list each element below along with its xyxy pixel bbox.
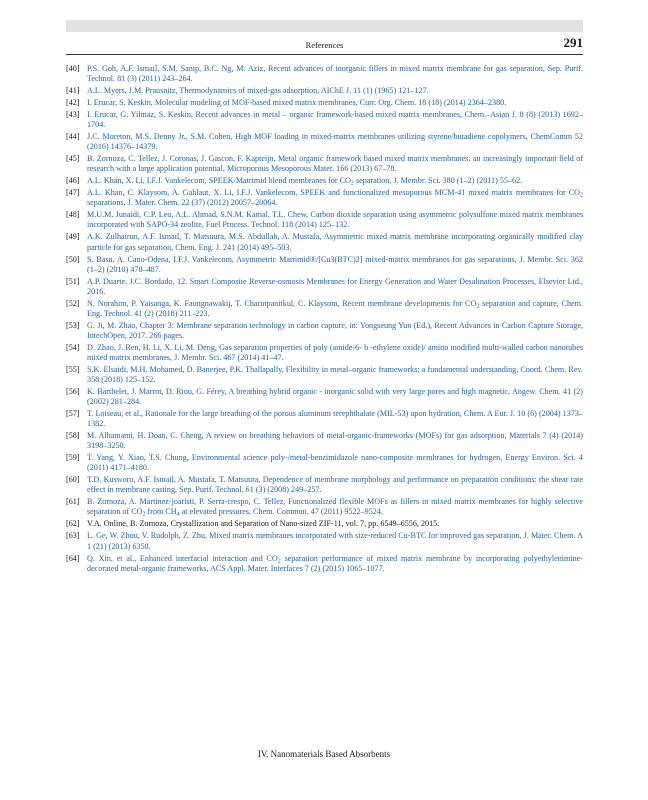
reference-text[interactable]: K. Barthelet, J. Marrot, D. Riou, G. Férey, A breathing hybrid organic - inorganic solid with very large pores and high magnetic, Angew. Chem. 41 (2) (2002) 281–284. [87, 386, 583, 407]
reference-number: [48] [66, 210, 80, 220]
reference-text-part: Q. Xin, et al., Enhanced interfacial interaction and CO [87, 553, 278, 563]
reference-item [66, 531, 583, 551]
reference-text[interactable]: B. Zornoza, C. Tellez, J. Coronas, J. Gascon, F. Kapteijn, Metal organic framework based mixed matrix membranes: an increasingly important field of research with a large application potential, Microporous Mesoporous Mater. 166 (2013) 67–78. [87, 154, 583, 174]
reference-text[interactable] [87, 176, 583, 186]
reference-number: [64] [66, 553, 80, 563]
reference-item [66, 277, 583, 297]
reference-text[interactable]: P.S. Goh, A.F. Ismail, S.M. Sanip, B.C. Ng, M. Aziz, Recent advances of inorganic fillers in mixed matrix membrane for gas separation, Sep. Purif. Technol. 81 (3) (2011) 243–264. [87, 64, 583, 84]
reference-number: [47] [66, 188, 80, 198]
running-footer: IV. Nanomaterials Based Absorbents [257, 749, 391, 759]
reference-item [66, 255, 583, 275]
reference-number: [40] [66, 64, 80, 73]
reference-text[interactable]: T. Yang, Y. Xiao, T.S. Chung, Environmental science poly-/metal-benzimidazole nano-composite membranes for hydrogen, Energy Environ. Sci. 4 (2011) 4171–4180. [87, 453, 583, 473]
reference-number: [53] [66, 320, 80, 330]
reference-text[interactable]: T.D. Kusworo, A.F. Ismail, A. Mustafa, T. Matsuura, Dependence of membrane morphology and performance on preparation conditions: the shear rate effect in membrane casting, Sep. Purif. Technol. 61 (3) (2008) 249–257. [87, 475, 583, 495]
reference-text[interactable]: M. Alhamami, H. Doan, C. Cheng, A review on breathing behaviors of metal-organic-frameworks (MOFs) for gas adsorption, Materials 7 (4) (2014) 3198–3250. [87, 431, 583, 451]
reference-number: [63] [66, 531, 80, 541]
reference-item [66, 409, 583, 429]
reference-number: [51] [66, 276, 80, 286]
reference-text-part: from CH [145, 507, 177, 517]
reference-number: [55] [66, 364, 80, 374]
reference-item [66, 188, 583, 208]
reference-text[interactable]: L. Ge, W. Zhou, V. Rudolph, Z. Zhu, Mixed matrix membranes incorporated with size-reduced Cu-BTC for improved gas separation, J. Mater. Chem. A 1 (21) (2013) 6350. [87, 531, 583, 551]
reference-text[interactable]: A.K. Zulhairun, A.F. Ismail, T. Matsuura, M.S. Abdullah, A. Mustafa, Asymmetric mixed matrix membrane incorporating organically modified clay particle for gas separation, Chem. Eng. J. 241 (2014) 495–503. [87, 232, 583, 252]
reference-item [66, 431, 583, 451]
reference-item [66, 232, 583, 252]
reference-item [66, 321, 583, 341]
reference-text-part: at elevated pressures, Chem. Commun. 47 (2011) 9522–9524. [179, 507, 383, 517]
reference-item [66, 154, 583, 174]
reference-text-part: A.L. Khan, C. Klaysom, A. Gahlaut, X. Li, I.F.J. Vankelecom, SPEEK and functionalized mesoporous MCM-41 mixed matrix membranes for CO [87, 188, 580, 198]
subscript: 2 [350, 180, 354, 187]
reference-number: [56] [66, 386, 80, 396]
reference-text[interactable] [87, 188, 583, 208]
reference-number: [60] [66, 475, 80, 485]
running-header [66, 36, 583, 55]
reference-item [66, 86, 583, 96]
reference-number: [42] [66, 98, 80, 108]
page-number: 291 [563, 35, 583, 50]
reference-number: [45] [66, 154, 80, 164]
subscript: 2 [277, 558, 281, 564]
reference-text-part: separation performance of mixed matrix membrane by incorporating polyethylenimine-decorated metal-organic frameworks, ACS Appl. Mater. Interfaces 7 (2) (2015) 1065–1077. [87, 553, 583, 573]
reference-text[interactable]: M.U.M. Junaidi, C.P. Leo, A.L. Ahmad, S.N.M. Kamal, T.L. Chew, Carbon dioxide separation using asymmetric polysulfone mixed matrix membranes incorporated with SAPO-34 zeolite, Fuel Process. Technol. 118 (2014) 125–132. [87, 210, 583, 230]
reference-item [66, 110, 583, 130]
subscript: 2 [580, 192, 583, 199]
reference-item [66, 387, 583, 407]
reference-number: [44] [66, 132, 80, 142]
subscript: 2 [476, 303, 480, 310]
reference-text[interactable]: I. Erucar, S. Keskin, Molecular modeling of MOF-based mixed matrix membranes, Curr. Org. Chem. 18 (18) (2014) 2364–2380. [87, 98, 507, 108]
reference-number: [62] [66, 519, 80, 529]
reference-text[interactable]: T. Loiseau, et al., Rationale for the large breathing of the porous aluminum terephthalate (MIL-53) upon hydration, Chem. A Eur. J. 10 (6) (2004) 1373–1382. [87, 409, 583, 429]
reference-text[interactable]: S. Basu, A. Cano-Odena, I.F.J. Vankelecom, Asymmetric Matrimid®/[Cu3(BTC)2] mixed-matrix membranes for gas separations, J. Membr. Sci. 362 (1–2) (2010) 478–487. [87, 254, 583, 274]
reference-number: [61] [66, 497, 80, 507]
reference-text[interactable]: I. Erucar, G. Yilmaz, S. Keskin, Recent advances in metal – organic framework-based mixed matrix membranes, Chem.–Asian J. 8 (8) (2013) 1692–1704. [87, 110, 583, 130]
reference-list [66, 64, 583, 576]
section-title: References [305, 40, 344, 50]
reference-text-part: B. Zornoza, A. Martinez-joaristi, P. Serra-crespo, C. Tellez, Functionalized flexible MOFs as fillers in mixed matrix membranes for highly selective separation of CO [87, 497, 583, 517]
reference-item [66, 453, 583, 473]
reference-item [66, 519, 583, 529]
reference-text[interactable]: J.C. Moreton, M.S. Denny Jr., S.M. Cohen, High MOF loading in mixed-matrix membranes utilizing styrene/butadiene copolymers, ChemComm 52 (2016) 14376–14379. [87, 132, 583, 152]
reference-text-part: N. Norahim, P. Yaisanga, K. Faungnawakij, T. Charinpanitkul, C. Klaysom, Recent membrane developments for CO [87, 298, 477, 308]
reference-text[interactable] [87, 497, 583, 517]
reference-number: [54] [66, 342, 80, 352]
reference-number: [59] [66, 453, 80, 463]
reference-text[interactable]: D. Zhao, J. Ren, H. Li, X. Li, M. Deng, Gas separation properties of poly (amide-6- b -ethylene oxide)/ amino modified multi-walled carbon nanotubes mixed matrix membranes, J. Membr. Sci. 467 (2014) 41–47. [87, 342, 583, 362]
subscript: 2 [142, 511, 146, 518]
reference-text[interactable]: G. Ji, M. Zhao, Chapter 3: Membrane separation technology in carbon capture, in: Yongseung Yun (Ed.), Recent Advances in Carbon Capture Storage, IntechOpen, 2017. 266 pages. [87, 320, 583, 340]
reference-item [66, 98, 583, 108]
reference-text[interactable]: S.K. Elsaidi, M.H. Mohamed, D. Banerjee, P.K. Thallapally, Flexibility in metal–organic frameworks: a fundamental understanding, Coord. Chem. Rev. 358 (2018) 125–152. [87, 364, 583, 384]
reference-number: [50] [66, 254, 80, 264]
reference-item [66, 497, 583, 517]
reference-item [66, 210, 583, 230]
reference-text[interactable] [87, 554, 583, 574]
reference-text[interactable] [87, 299, 583, 319]
reference-text[interactable]: A.L. Myers, J.M. Prausnitz, Thermodynamics of mixed-gas adsorption, AIChE J. 11 (1) (1965) 121–127. [87, 86, 429, 96]
reference-text-part: separations, J. Mater. Chem. 22 (37) (2012) 20057–20064. [87, 198, 278, 208]
reference-item [66, 176, 583, 186]
reference-item [66, 475, 583, 495]
reference-item [66, 554, 583, 574]
reference-text[interactable]: A.P. Duarte, J.C. Bordado, 12. Smart Composite Reverse-osmosis Membranes for Energy Generation and Water Desalination Processes, Elsevier Ltd., 2016. [87, 276, 583, 296]
reference-text-part: separation, J. Membr. Sci. 380 (1–2) (2011) 55–62. [353, 176, 523, 186]
reference-text-part: A.L. Khan, X. Li, I.F.J. Vankelecom, SPEEK/Matrimid blend membranes for CO [87, 176, 351, 186]
reference-text-part: separation and capture, Chem. Eng. Technol. 41 (2) (2018) 211–223. [87, 298, 584, 318]
reference-item [66, 132, 583, 152]
subscript: 4 [176, 511, 180, 518]
header-band [66, 20, 583, 32]
reference-text[interactable]: V.A. Online, B. Zornoza, Crystallization and Separation of Nano-sized ZIF-11, vol. 7, pp. 6549–6556, 2015. [87, 519, 440, 529]
reference-number: [41] [66, 86, 80, 96]
reference-number: [43] [66, 110, 80, 120]
reference-number: [57] [66, 409, 80, 419]
reference-item [66, 64, 583, 84]
reference-item [66, 365, 583, 385]
reference-item [66, 343, 583, 363]
reference-number: [49] [66, 232, 80, 242]
reference-number: [58] [66, 431, 80, 441]
reference-number: [52] [66, 298, 80, 308]
reference-item [66, 299, 583, 319]
reference-number: [46] [66, 176, 80, 186]
